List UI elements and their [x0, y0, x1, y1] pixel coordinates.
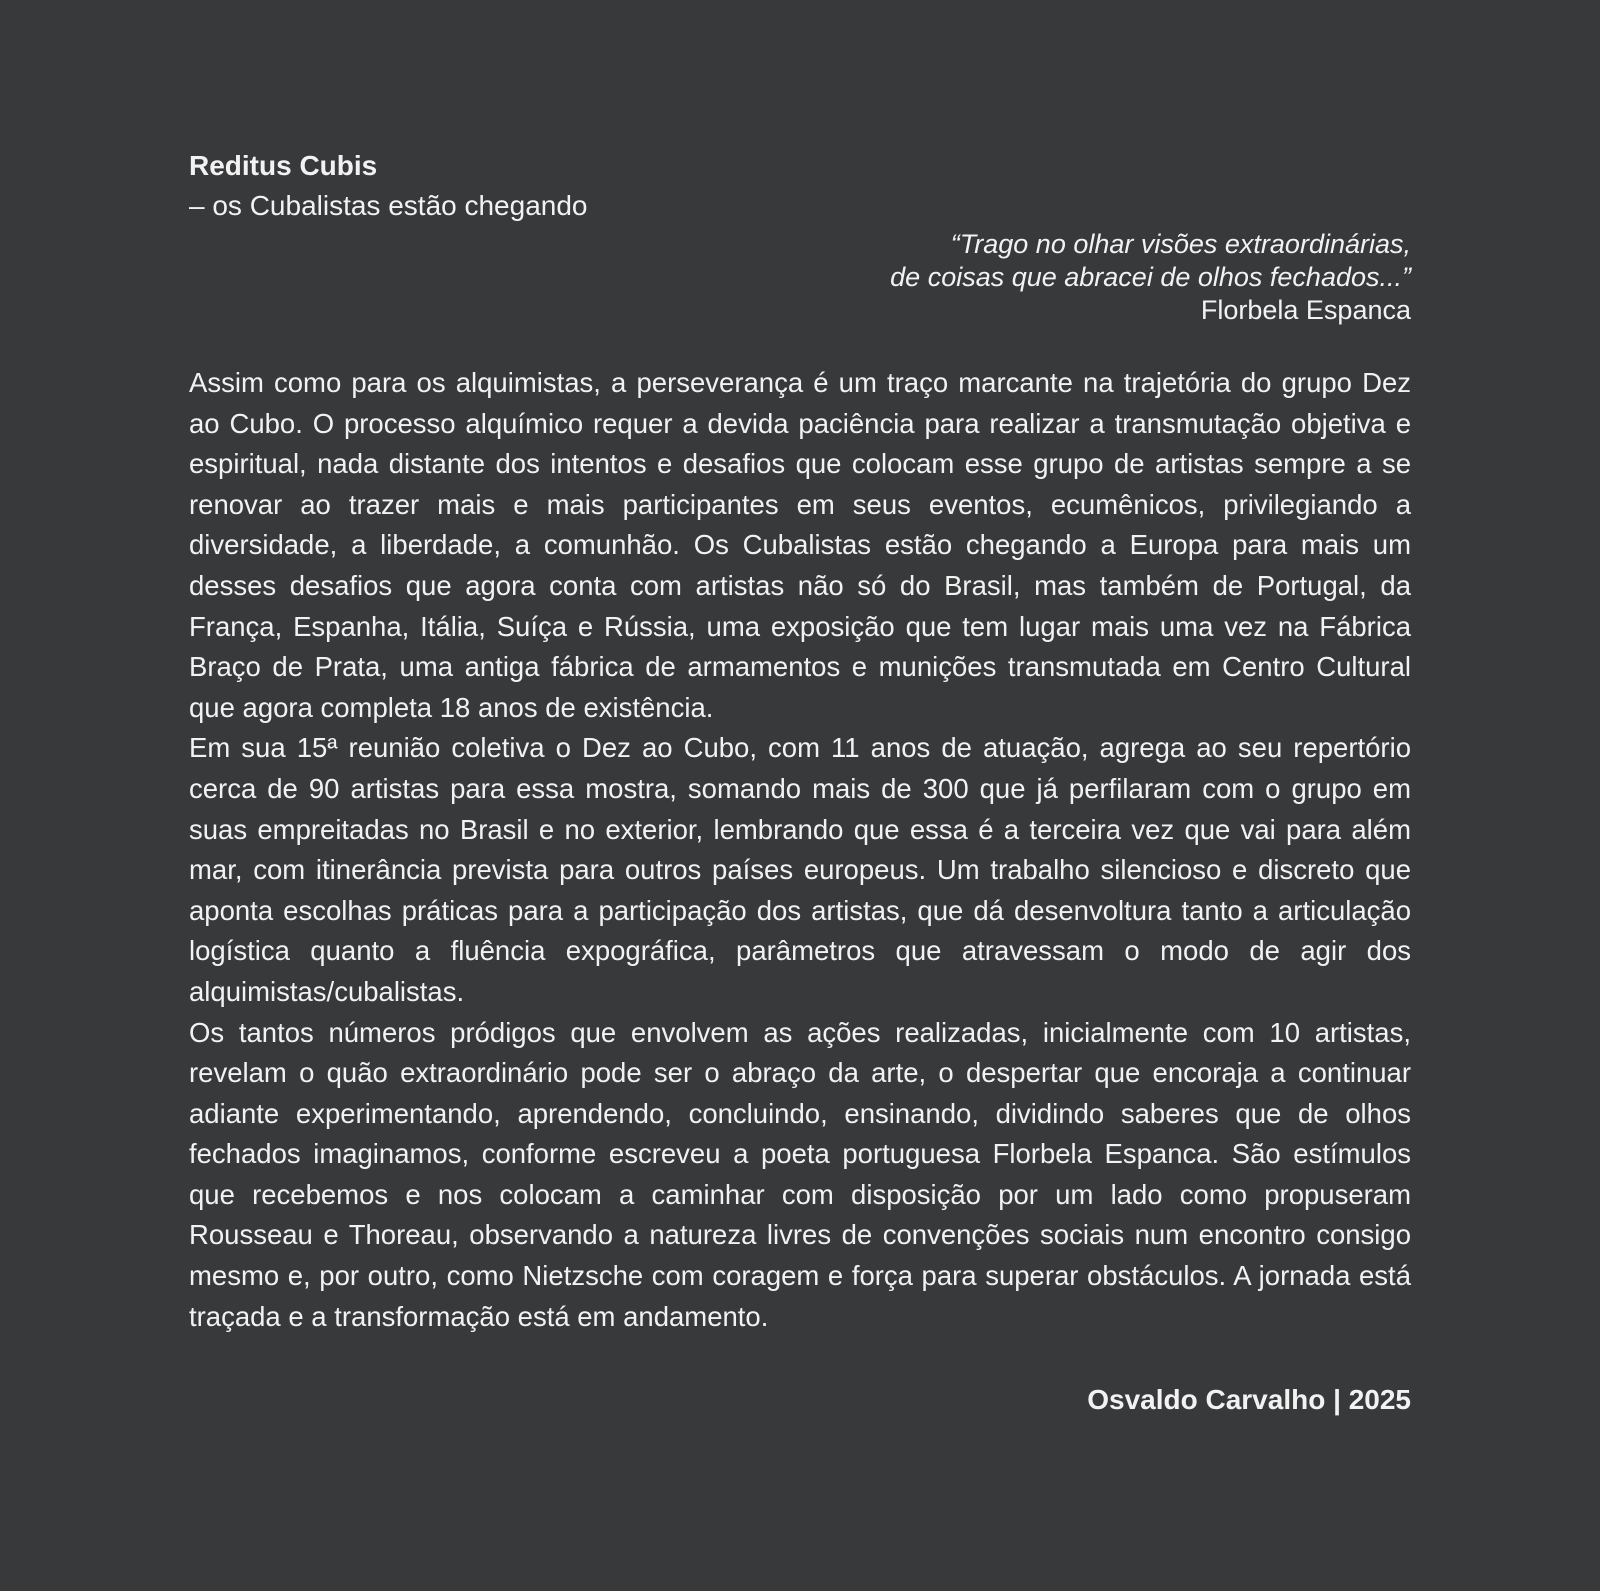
- paragraph-3: Os tantos números pródigos que envolvem as ações realizadas, inicialmente com 10 artistas, revelam o quão extraordinário pode ser o abraço da arte, o despertar que encoraja a continuar adiante experimentando, aprendendo, concluindo, ensinando, dividindo saberes que de olhos fechados imaginamos, conforme escreveu a poeta portuguesa Florbela Espanca. São estímulos que recebemos e nos colocam a caminhar com disposição por um lado como propuseram Rousseau e Thoreau, observando a natureza livres de convenções sociais num encontro consigo mesmo e, por outro, como Nietzsche com coragem e força para superar obstáculos. A jornada está traçada e a transformação está em andamento.: [189, 1016, 1411, 1332]
- signature: Osvaldo Carvalho | 2025: [1087, 1384, 1411, 1416]
- epigraph-line-1: “Trago no olhar visões extraordinárias,: [950, 229, 1411, 259]
- paragraph-1: Assim como para os alquimistas, a perseverança é um traço marcante na trajetória do grupo Dez ao Cubo. O processo alquímico requer a devida paciência para realizar a transmutação objetiva e espiritual, nada distante dos intentos e desafios que colocam esse grupo de artistas sempre a se renovar ao trazer mais e mais participantes em seus eventos, ecumênicos, privilegiando a diversidade, a liberdade, a comunhão. Os Cubalistas estão chegando a Europa para mais um desses desafios que agora conta com artistas não só do Brasil, mas também de Portugal, da França, Espanha, Itália, Suíça e Rússia, uma exposição que tem lugar mais uma vez na Fábrica Braço de Prata, uma antiga fábrica de armamentos e munições transmutada em Centro Cultural que agora completa 18 anos de existência.: [189, 367, 1411, 723]
- epigraph-line-2: de coisas que abracei de olhos fechados...”: [890, 262, 1411, 292]
- page-title: Reditus Cubis: [189, 150, 378, 181]
- body-text: [189, 363, 1411, 1337]
- epigraph-author: Florbela Espanca: [1200, 295, 1411, 325]
- page-subtitle: – os Cubalistas estão chegando: [189, 190, 588, 221]
- epigraph: [189, 228, 1411, 327]
- text-block: [189, 146, 1411, 1420]
- paragraph-2: Em sua 15ª reunião coletiva o Dez ao Cubo, com 11 anos de atuação, agrega ao seu repertório cerca de 90 artistas para essa mostra, somando mais de 300 que já perfilaram com o grupo em suas empreitadas no Brasil e no exterior, lembrando que essa é a terceira vez que vai para além mar, com itinerância prevista para outros países europeus. Um trabalho silencioso e discreto que aponta escolhas práticas para a participação dos artistas, que dá desenvoltura tanto a articulação logística quanto a fluência expográfica, parâmetros que atravessam o modo de agir dos alquimistas/cubalistas.: [189, 732, 1411, 1007]
